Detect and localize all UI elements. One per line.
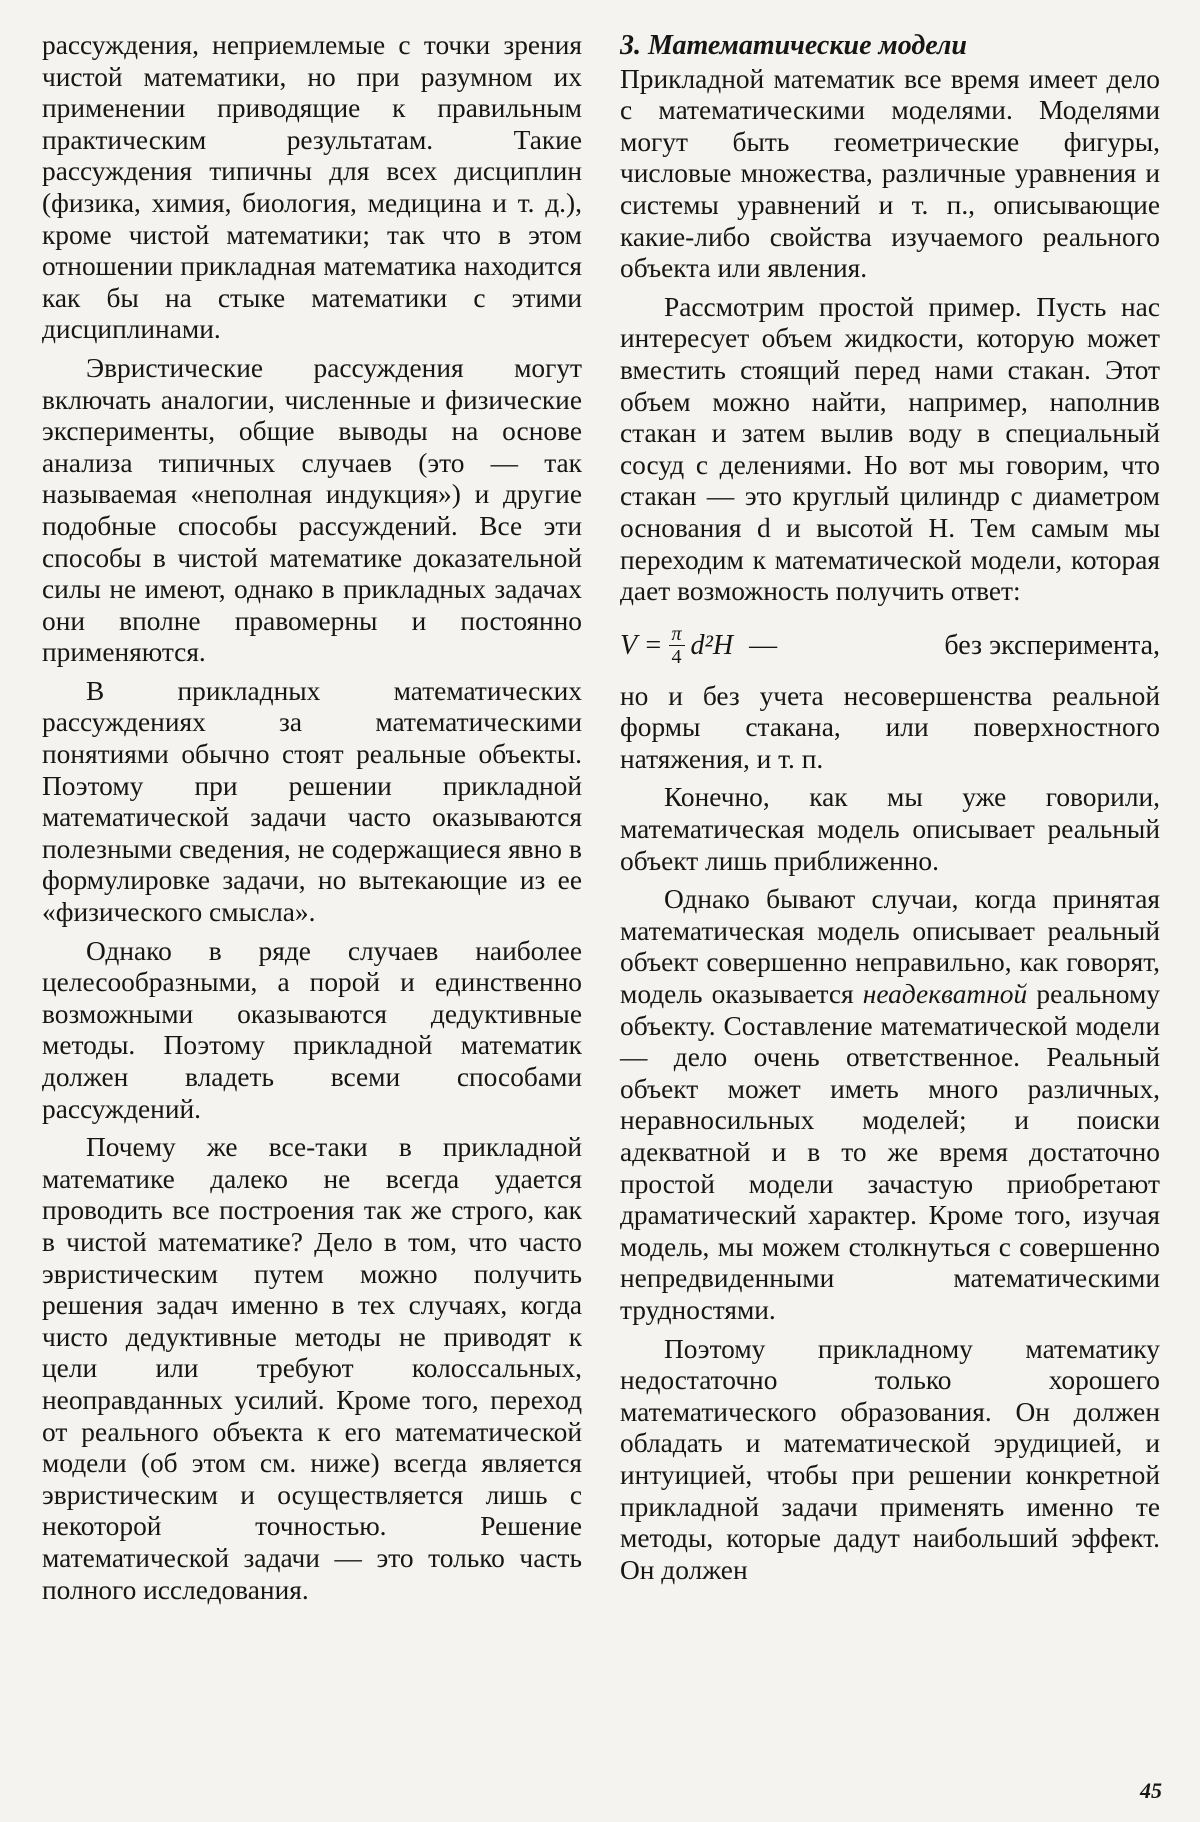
paragraph-text: реальному объекту. Составление математической модели — дело очень ответственное. Реальный объект может иметь много различных, неравносильных моделей; и поиски адекватной и в то же время достаточно простой модели зачастую приобретают драматический характер. Кроме того, изучая модель, мы можем столкнуться с совершенно непредвиденными математическими трудностями. xyxy=(620,979,1160,1325)
paragraph xyxy=(620,884,1160,1326)
formula-trailing-text: без эксперимента, xyxy=(944,629,1160,661)
left-column xyxy=(42,30,582,1613)
paragraph: Эвристические рассуждения могут включать аналогии, численные и физические эксперименты, общие выводы на основе анализа типичных случаев (это — так называемая «неполная индукция») и другие подобные способы рассуждений. Все эти способы в чистой математике доказательной силы не имеют, однако в прикладных задачах они вполне правомерны и постоянно применяются. xyxy=(42,352,582,668)
paragraph: Конечно, как мы уже говорили, математическая модель описывает реальный объект лишь приближенно. xyxy=(620,782,1160,876)
paragraph: В прикладных математических рассуждениях за математическими понятиями обычно стоят реальные объекты. Поэтому при решении прикладной математической задачи часто оказываются полезными сведения, не содержащиеся явно в формулировке задачи, но вытекающие из ее «физического смысла». xyxy=(42,675,582,928)
paragraph: Рассмотрим простой пример. Пусть нас интересует объем жидкости, которую может вместить стоящий перед нами стакан. Этот объем можно найти, например, наполнив стакан и затем вылив воду в специальный сосуд с делениями. Но вот мы говорим, что стакан — это круглый цилиндр с диаметром основания d и высотой H. Тем самым мы переходим к математической модели, которая дает возможность получить ответ: xyxy=(620,291,1160,607)
page-number: 45 xyxy=(1140,1778,1162,1803)
section-heading: 3. Математические модели xyxy=(620,30,967,61)
formula-dash: — xyxy=(749,629,778,661)
formula-math xyxy=(620,623,777,668)
fraction-numerator: π xyxy=(669,623,685,646)
formula-lhs: V = xyxy=(620,629,663,661)
volume-formula xyxy=(620,615,1160,677)
paragraph: Прикладной математик все время имеет дело с математическими моделями. Моделями могут быть геометрические фигуры, числовые множества, различные уравнения и системы уравнений и т. п., описывающие какие-либо свойства изучаемого реального объекта или явления. xyxy=(620,63,1160,284)
fraction-denominator: 4 xyxy=(671,646,682,669)
paragraph: Однако в ряде случаев наиболее целесообразными, а порой и единственно возможными оказываются дедуктивные методы. Поэтому прикладной математик должен владеть всеми способами рассуждений. xyxy=(42,935,582,1124)
emphasis-term: неадекватной xyxy=(862,979,1028,1010)
fraction xyxy=(669,623,685,668)
formula-rhs: d²H xyxy=(690,629,734,661)
paragraph: рассуждения, неприемлемые с точки зрения чистой математики, но при разумном их применении приводящие к правильным практическим результатам. Такие рассуждения типичны для всех дисциплин (физика, химия, биология, медицина и т. д.), кроме чистой математики; так что в этом отношении прикладная математика находится как бы на стыке математики с этими дисциплинами. xyxy=(42,30,582,345)
right-column xyxy=(620,30,1160,1593)
paragraph: Поэтому прикладному математику недостаточно только хорошего математического образования. Он должен обладать и математической эрудицией, и интуицией, чтобы при решении конкретной прикладной задачи применять именно те методы, которые дадут наибольший эффект. Он должен xyxy=(620,1333,1160,1585)
paragraph: Почему же все-таки в прикладной математике далеко не всегда удается проводить все построения так же строго, как в чистой математике? Дело в том, что часто эвристическим путем можно получить решения задач именно в тех случаях, когда чисто дедуктивные методы не приводят к цели или требуют колоссальных, неоправданных усилий. Кроме того, переход от реального объекта к его математической модели (об этом см. ниже) всегда является эвристическим и осуществляется лишь с некоторой точностью. Решение математической задачи — это только часть полного исследования. xyxy=(42,1132,582,1605)
paragraph-text: Однако бывают случаи, когда принятая математическая модель описывает реальный объект совершенно неправильно, как говорят, модель оказывается xyxy=(620,884,1160,1010)
paragraph: но и без учета несовершенства реальной формы стакана, или поверхностного натяжения, и т. п. xyxy=(620,680,1160,774)
